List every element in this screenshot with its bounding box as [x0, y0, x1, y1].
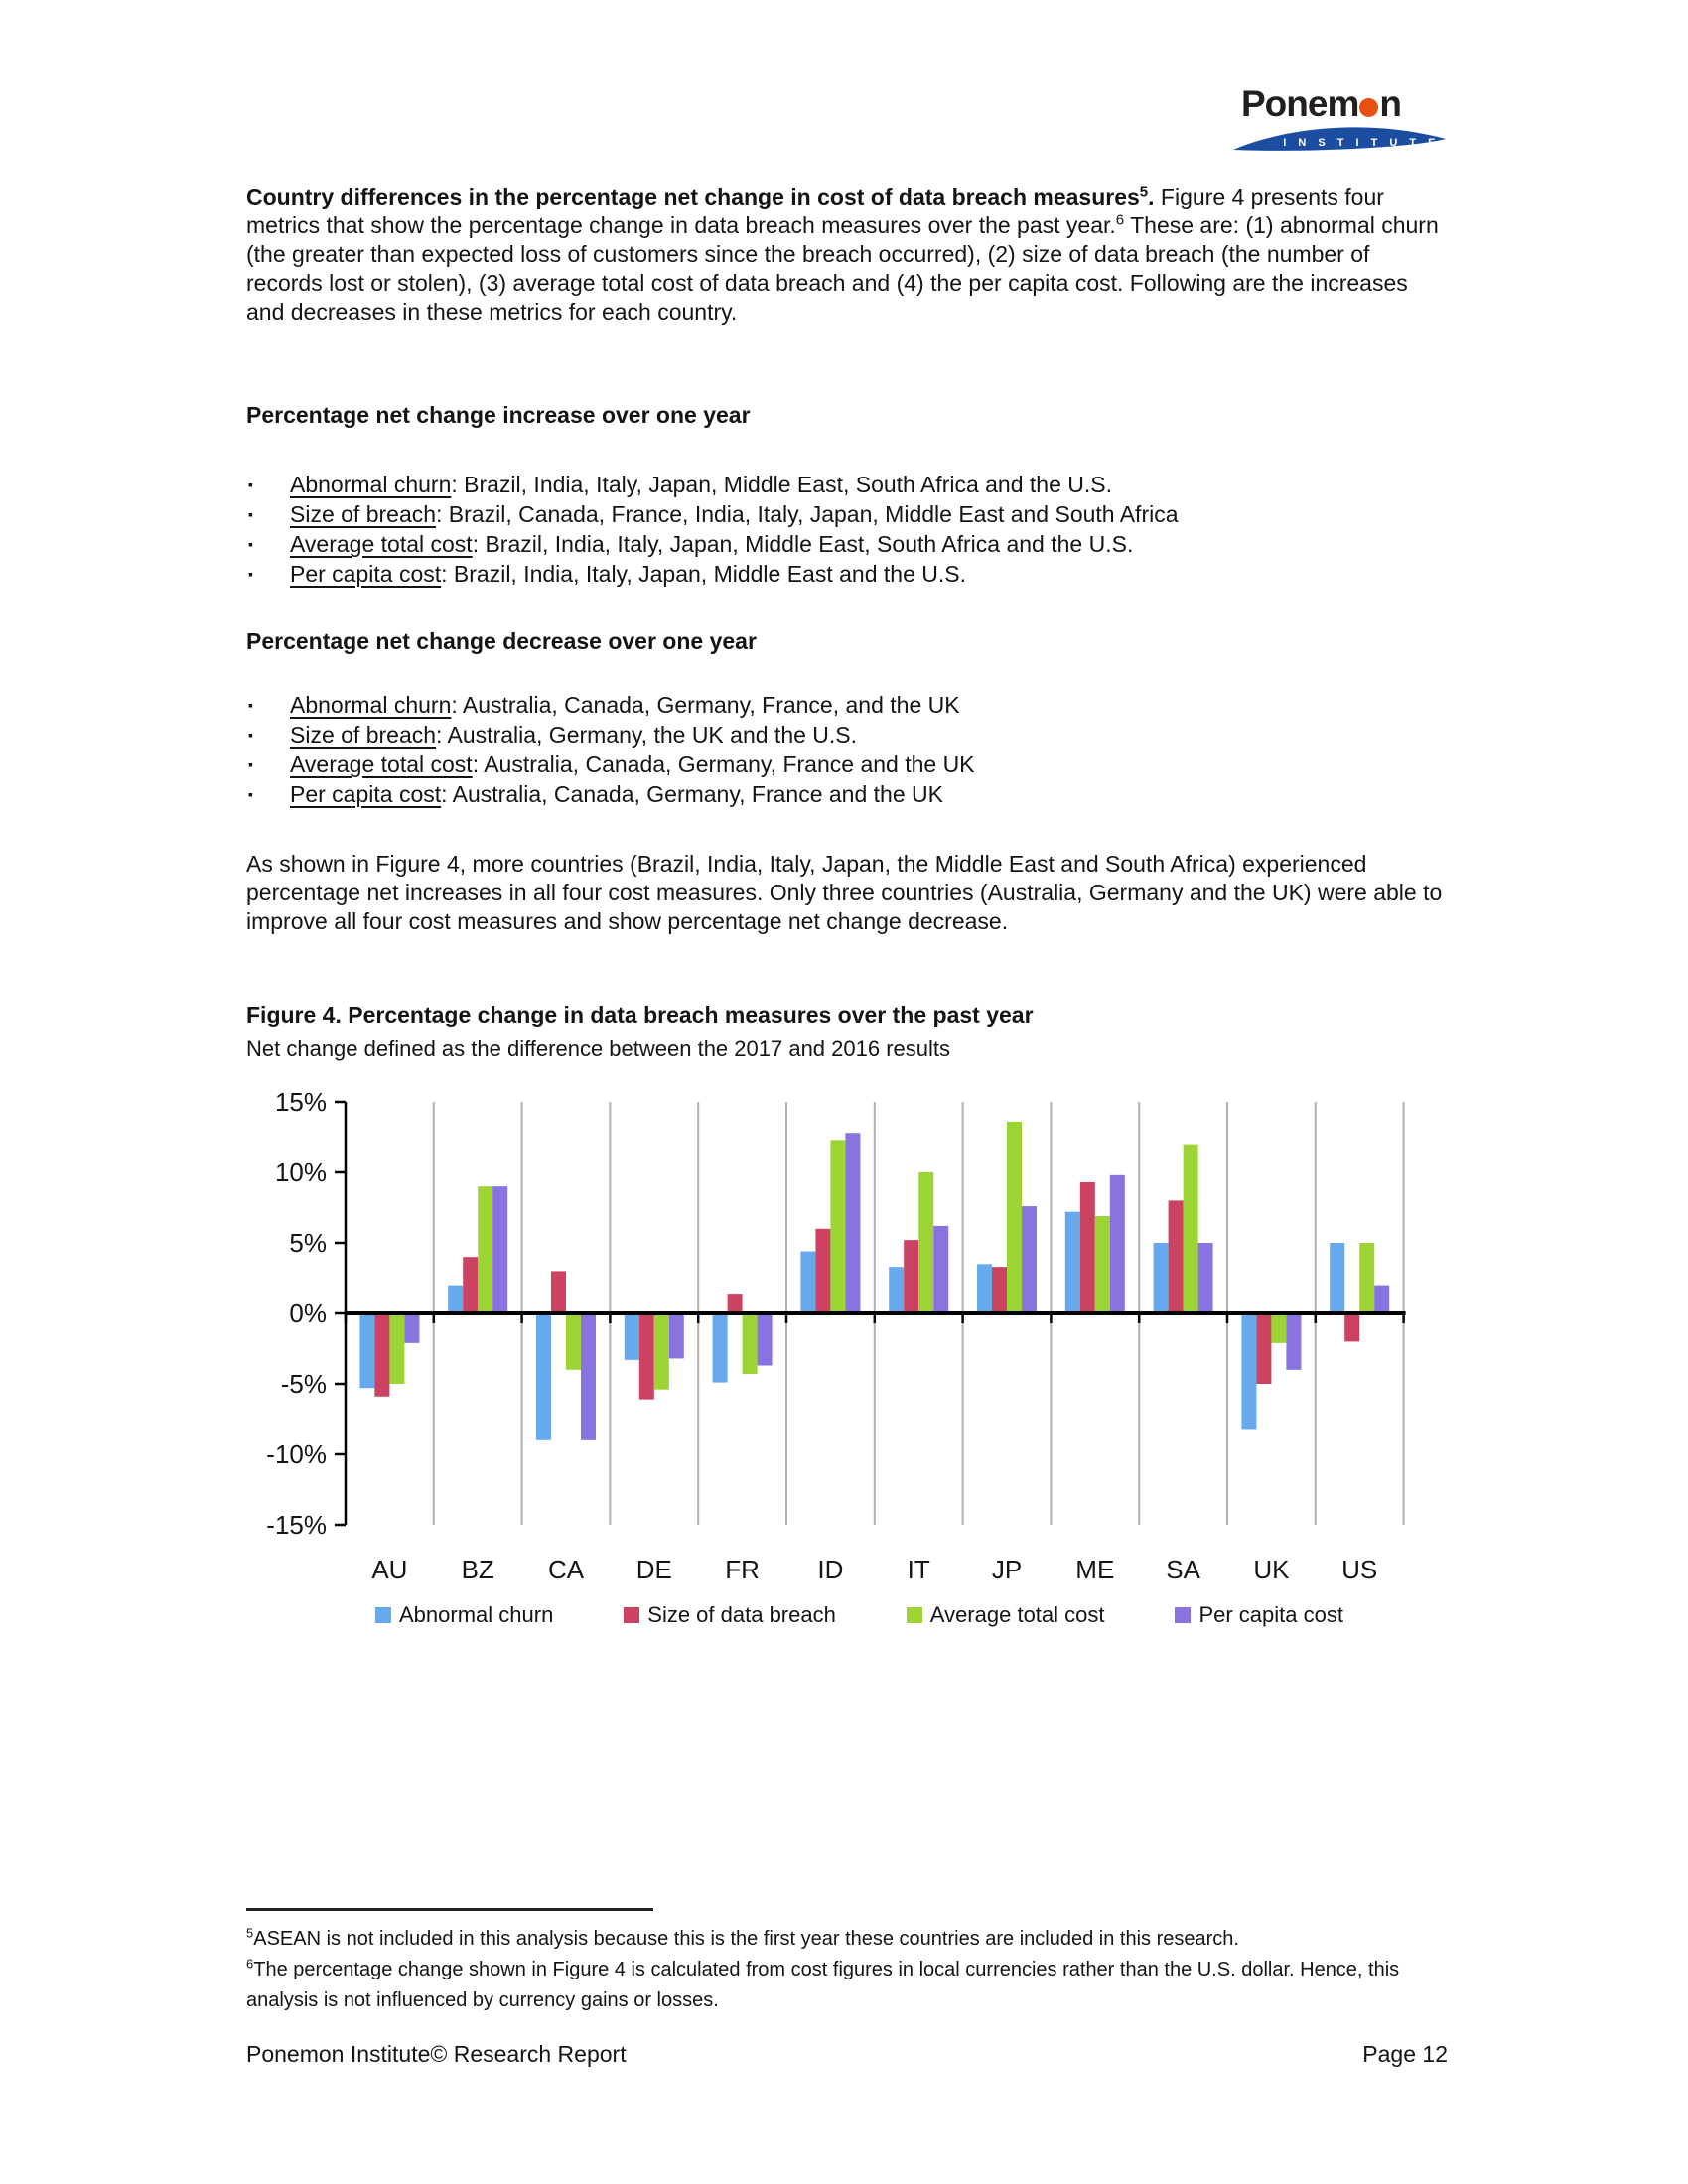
bar-IT-size-of-data-breach	[904, 1240, 918, 1313]
x-axis-label-BZ: BZ	[461, 1555, 494, 1584]
bar-US-per-capita-cost	[1374, 1286, 1389, 1313]
bar-CA-size-of-data-breach	[551, 1271, 566, 1313]
footer-page-number: Page 12	[1362, 2041, 1448, 2067]
bar-UK-size-of-data-breach	[1256, 1313, 1271, 1384]
heading-increase: Percentage net change increase over one year	[246, 402, 751, 428]
increase-list	[246, 470, 1450, 589]
list-item	[246, 779, 1450, 809]
footnote-6-text: The percentage change shown in Figure 4 is calculated from cost figures in local currencies rather than the U.S. dollar. Hence, this analysis is not influenced by currency gains or losses.	[246, 1959, 1400, 2011]
y-axis-tick-label: -10%	[266, 1439, 327, 1469]
list-term: Size of breach	[290, 501, 437, 527]
bar-FR-abnormal-churn	[713, 1313, 728, 1383]
y-axis-tick-label: -15%	[266, 1510, 327, 1540]
bar-CA-average-total-cost	[566, 1313, 581, 1370]
footnote-5-text: ASEAN is not included in this analysis because this is the first year these countries are included in this research.	[253, 1928, 1239, 1950]
bar-ID-average-total-cost	[830, 1140, 845, 1313]
bar-SA-average-total-cost	[1184, 1145, 1198, 1313]
legend-label: Average total cost	[929, 1602, 1105, 1627]
list-item	[246, 529, 1450, 559]
list-term: Per capita cost	[290, 781, 442, 807]
x-axis-label-SA: SA	[1166, 1555, 1200, 1584]
bar-DE-abnormal-churn	[625, 1313, 639, 1360]
page-footer	[246, 2041, 1448, 2068]
bar-SA-size-of-data-breach	[1169, 1200, 1184, 1313]
x-axis-label-AU: AU	[371, 1555, 408, 1584]
figure-title: Figure 4. Percentage change in data breach measures over the past year	[246, 1002, 1034, 1027]
square-bullet-icon: ▪	[248, 566, 253, 582]
list-text: : Australia, Canada, Germany, France, and the UK	[451, 692, 960, 718]
legend-label: Per capita cost	[1198, 1602, 1343, 1627]
square-bullet-icon: ▪	[248, 506, 253, 522]
legend-label: Size of data breach	[647, 1602, 836, 1627]
bar-US-abnormal-churn	[1330, 1243, 1344, 1313]
bar-JP-size-of-data-breach	[992, 1267, 1007, 1313]
heading-decrease: Percentage net change decrease over one year	[246, 628, 757, 654]
legend-item	[375, 1602, 553, 1628]
bar-IT-per-capita-cost	[933, 1226, 948, 1313]
list-text: : Brazil, India, Italy, Japan, Middle East and the U.S.	[441, 561, 966, 587]
square-bullet-icon: ▪	[248, 786, 253, 802]
bar-UK-per-capita-cost	[1286, 1313, 1301, 1370]
x-axis-label-CA: CA	[547, 1555, 585, 1584]
bar-AU-per-capita-cost	[404, 1313, 419, 1343]
bar-ME-abnormal-churn	[1065, 1212, 1080, 1313]
list-item	[246, 559, 1450, 589]
y-axis-tick-label: 10%	[274, 1158, 327, 1187]
list-item	[246, 690, 1450, 720]
bar-JP-per-capita-cost	[1022, 1206, 1037, 1313]
bar-CA-abnormal-churn	[536, 1313, 551, 1440]
footer-report-title: Ponemon Institute© Research Report	[246, 2041, 627, 2067]
bar-ID-abnormal-churn	[800, 1252, 815, 1313]
logo-institute-label: I N S T I T U T E	[1283, 137, 1440, 149]
footnote-5-sup: 5	[246, 1925, 254, 1941]
bar-FR-per-capita-cost	[758, 1313, 773, 1366]
list-term: Per capita cost	[290, 561, 442, 587]
logo-text-part1: Ponem	[1241, 83, 1359, 124]
list-term: Abnormal churn	[290, 472, 452, 497]
bar-FR-average-total-cost	[743, 1313, 758, 1374]
bar-CA-per-capita-cost	[581, 1313, 596, 1440]
x-axis-label-IT: IT	[907, 1555, 930, 1584]
bar-BZ-average-total-cost	[478, 1186, 492, 1313]
bar-ME-per-capita-cost	[1110, 1175, 1125, 1313]
intro-text-a: Figure 4 presents four metrics that show the percentage change in data breach measures over the past year.	[246, 184, 1384, 238]
footnote-separator-rule	[246, 1908, 653, 1911]
bar-ME-average-total-cost	[1095, 1216, 1110, 1313]
legend-item	[624, 1602, 836, 1628]
intro-bold-lead: Country differences in the percentage net change in cost of data breach measures	[246, 184, 1140, 209]
list-text: : Brazil, India, Italy, Japan, Middle East, South Africa and the U.S.	[451, 472, 1113, 497]
logo-text-part2: n	[1379, 83, 1401, 124]
logo-orange-dot-icon	[1359, 98, 1378, 117]
y-axis-tick-label: 15%	[274, 1087, 327, 1117]
bar-BZ-per-capita-cost	[492, 1186, 507, 1313]
list-item	[246, 750, 1450, 779]
bar-ID-per-capita-cost	[845, 1133, 860, 1313]
y-axis-tick-label: 0%	[289, 1298, 327, 1328]
y-axis-tick-label: -5%	[280, 1369, 327, 1399]
intro-text-b: These are: (1) abnormal churn (the greater than expected loss of customers since the breach occurred), (2) size of data breach (the number of records lost or stolen), (3) average total cost of data breach and (4) the per capita cost. Following are the increases and decreases in these metrics for each country.	[246, 212, 1439, 325]
bar-DE-per-capita-cost	[669, 1313, 684, 1358]
x-axis-label-JP: JP	[991, 1555, 1023, 1584]
bar-DE-average-total-cost	[654, 1313, 669, 1390]
x-axis-label-ID: ID	[817, 1555, 844, 1584]
square-bullet-icon: ▪	[248, 727, 253, 743]
x-axis-label-UK: UK	[1253, 1555, 1290, 1584]
x-axis-label-US: US	[1341, 1555, 1378, 1584]
list-term: Abnormal churn	[290, 692, 452, 718]
bar-IT-average-total-cost	[918, 1172, 933, 1313]
bar-BZ-size-of-data-breach	[463, 1257, 478, 1313]
bar-DE-size-of-data-breach	[639, 1313, 654, 1400]
bar-JP-average-total-cost	[1007, 1122, 1022, 1313]
legend-swatch-icon	[624, 1607, 639, 1623]
list-text: : Brazil, Canada, France, India, Italy, Japan, Middle East and South Africa	[436, 501, 1179, 527]
x-axis-label-ME: ME	[1075, 1555, 1115, 1584]
logo-wordmark	[1241, 83, 1401, 125]
summary-paragraph: As shown in Figure 4, more countries (Brazil, India, Italy, Japan, the Middle East and South Africa) experienced percentage net increases in all four cost measures. Only three countries (Australia, Germany and the UK) were able to improve all four cost measures and show percentage net change decrease.	[246, 851, 1443, 934]
footnotes-block	[246, 1924, 1453, 2016]
list-term: Average total cost	[290, 751, 473, 777]
footnote-ref-6: 6	[1115, 211, 1125, 229]
list-term: Size of breach	[290, 722, 437, 748]
bar-UK-abnormal-churn	[1241, 1313, 1256, 1429]
list-text: : Australia, Canada, Germany, France and the UK	[441, 781, 943, 807]
bar-BZ-abnormal-churn	[448, 1286, 463, 1313]
footnote-ref-5: 5	[1139, 183, 1149, 201]
legend-swatch-icon	[907, 1607, 922, 1623]
square-bullet-icon: ▪	[248, 697, 253, 713]
x-axis-label-DE: DE	[635, 1555, 672, 1584]
square-bullet-icon: ▪	[248, 536, 253, 552]
bar-US-average-total-cost	[1359, 1243, 1374, 1313]
decrease-list	[246, 690, 1450, 809]
list-term: Average total cost	[290, 531, 473, 557]
y-axis-tick-label: 5%	[289, 1228, 327, 1258]
intro-bold-tail: .	[1148, 184, 1161, 209]
bar-SA-abnormal-churn	[1154, 1243, 1169, 1313]
ponemon-logo	[1231, 83, 1450, 155]
bar-FR-size-of-data-breach	[728, 1294, 743, 1313]
list-item	[246, 470, 1450, 499]
bar-SA-per-capita-cost	[1198, 1243, 1213, 1313]
legend-label: Abnormal churn	[399, 1602, 554, 1627]
bar-AU-size-of-data-breach	[374, 1313, 389, 1397]
bar-JP-abnormal-churn	[977, 1264, 992, 1313]
legend-item	[1175, 1602, 1343, 1628]
bar-AU-average-total-cost	[389, 1313, 404, 1384]
legend-item	[907, 1602, 1105, 1628]
legend-swatch-icon	[375, 1607, 391, 1623]
footnote-6	[246, 1955, 1453, 2016]
figure-subtitle: Net change defined as the difference between the 2017 and 2016 results	[246, 1036, 951, 1061]
bar-AU-abnormal-churn	[359, 1313, 374, 1388]
bar-US-size-of-data-breach	[1344, 1313, 1359, 1341]
bar-UK-average-total-cost	[1271, 1313, 1286, 1343]
x-axis-label-FR: FR	[725, 1555, 760, 1584]
list-text: : Brazil, India, Italy, Japan, Middle East, South Africa and the U.S.	[472, 531, 1134, 557]
list-text: : Australia, Canada, Germany, France and the UK	[472, 751, 975, 777]
square-bullet-icon: ▪	[248, 477, 253, 492]
chart-legend	[375, 1602, 1343, 1628]
bar-IT-abnormal-churn	[889, 1267, 904, 1313]
list-item	[246, 499, 1450, 529]
figure4-bar-chart	[246, 1080, 1438, 1596]
bar-ID-size-of-data-breach	[815, 1229, 830, 1313]
bar-ME-size-of-data-breach	[1080, 1182, 1095, 1313]
list-text: : Australia, Germany, the UK and the U.S.	[436, 722, 858, 748]
square-bullet-icon: ▪	[248, 756, 253, 772]
footnote-6-sup: 6	[246, 1956, 254, 1972]
intro-paragraph	[246, 183, 1450, 327]
list-item	[246, 720, 1450, 750]
footnote-5	[246, 1924, 1453, 1955]
legend-swatch-icon	[1175, 1607, 1191, 1623]
